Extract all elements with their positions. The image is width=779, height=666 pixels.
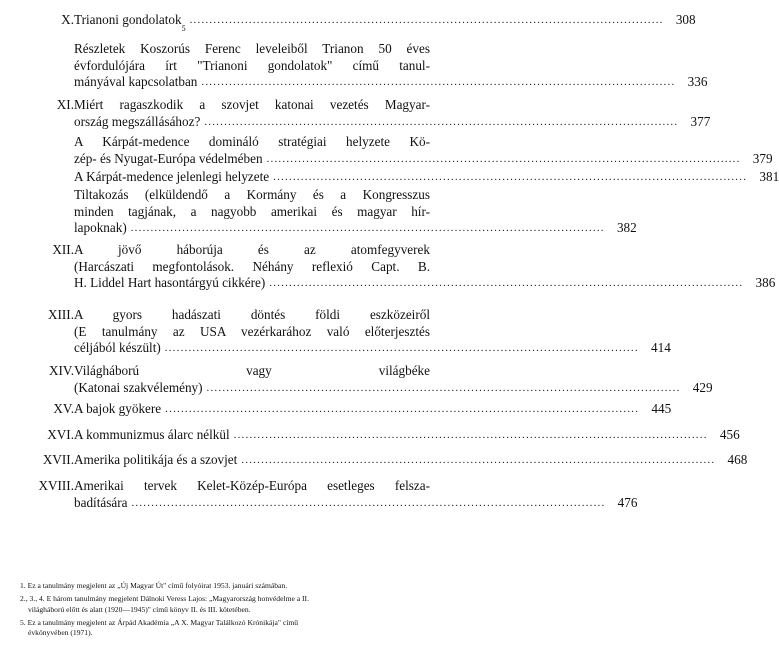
page-number: 379 [752, 150, 773, 166]
title-line: Tiltakozás (elküldendő a Kormány és a Kongresszus [74, 187, 430, 202]
page-number: 308 [675, 12, 696, 27]
title-line: (Harcászati megfontolások. Néhány reflexió Capt. B. [74, 258, 430, 274]
title-line: Világháború vagy világbéke [74, 363, 430, 378]
dot-leader: ........................................................................................................................ [131, 496, 606, 509]
title-text: A Kárpát-medence jelenlegi helyzete [74, 169, 270, 184]
chapter-number: XI. [56, 97, 74, 112]
title-line: minden tagjának, a nagyobb amerikai és magyar hír- [74, 203, 430, 219]
page-number: 336 [687, 74, 708, 89]
dot-leader: ........................................................................................................................ [189, 14, 664, 26]
footnote-line: 2., 3., 4. E három tanulmány megjelent Dálnoki Veress Lajos: „Magyarország honvédelme a II. [20, 594, 309, 604]
page-number: 377 [690, 113, 711, 129]
entry-title [74, 169, 779, 186]
title-line: évfordulójára írt "Trianoni gondolatok" című tanul- [74, 57, 430, 73]
title-line [74, 150, 773, 168]
footnote [20, 581, 460, 591]
title-line [74, 113, 711, 131]
title-line: A jövő háborúja és az atomfegyverek [74, 242, 430, 257]
page-number: 382 [616, 220, 637, 235]
entry-title [74, 401, 672, 418]
footnote-line: világháború előtt és alatt (1920—1945)" című könyv II. és III. kötetében. [28, 604, 251, 614]
footnote [20, 618, 460, 639]
title-line [74, 427, 740, 444]
title-line: Részletek Koszorús Ferenc leveleiből Trianon 50 éves [74, 41, 430, 56]
dot-leader: ........................................................................................................................ [130, 222, 605, 234]
title-line [74, 340, 671, 357]
title-line [74, 401, 672, 418]
entry-title [74, 427, 740, 444]
title-line: A Kárpát-medence domináló stratégiai helyzete Kö- [74, 134, 430, 149]
chapter-number: XVIII. [38, 478, 74, 493]
dot-leader: ........................................................................................................................ [164, 342, 639, 354]
page-number: 381 [759, 169, 779, 184]
title-text: badítására [74, 494, 128, 510]
title-line [74, 220, 637, 237]
footnote [20, 594, 460, 615]
title-text: céljából készült) [74, 340, 161, 355]
entry-title [74, 97, 711, 130]
dot-leader: ........................................................................................................................ [206, 381, 681, 394]
dot-leader: ........................................................................................................................ [233, 429, 708, 441]
footnote-line: évkönyvében (1971). [28, 628, 93, 638]
chapter-number: XII. [52, 242, 74, 257]
title-line [74, 379, 713, 397]
footnote-line: 1. Ez a tanulmány megjelent az „Új Magyar Út" című folyóirat 1953. januári számában. [20, 581, 288, 590]
title-line: Amerikai tervek Kelet-Közép-Európa esetleges felsza- [74, 478, 430, 493]
chapter-number: XV. [53, 401, 74, 416]
title-line [74, 452, 748, 469]
footnote-line: 5. Ez a tanulmány megjelent az Árpád Akadémia „A X. Magyar Találkozó Krónikája" című [20, 617, 299, 627]
title-line [74, 74, 708, 91]
chapter-number: XVI. [47, 427, 74, 442]
title-line: Trianoni gondolatok 5 ........................................................................................................................ 308 [74, 12, 696, 33]
dot-leader: ........................................................................................................................ [201, 76, 676, 88]
page-number: 456 [719, 427, 740, 442]
entry-title [74, 307, 671, 357]
title-line: (E tanulmány az USA vezérkarához való előterjesztés [74, 323, 430, 339]
title-text: ország megszállásához? [74, 113, 201, 129]
page-number: 476 [617, 494, 638, 510]
entry-title [74, 134, 773, 167]
chapter-number: XIV. [48, 363, 74, 378]
dot-leader: ........................................................................................................................ [269, 277, 744, 289]
title-text: (Katonai szakvélemény) [74, 379, 203, 395]
title-line [74, 494, 638, 512]
chapter-number: XIII. [48, 307, 74, 322]
page-number: 445 [651, 401, 672, 416]
page-number: 429 [692, 379, 713, 395]
dot-leader: ........................................................................................................................ [165, 403, 640, 415]
title-text: Amerika politikája és a szovjet [74, 452, 238, 467]
chapter-number: XVII. [42, 452, 74, 467]
title-text: H. Liddel Hart hasontárgyú cikkére) [74, 275, 266, 290]
title-line: Miért ragaszkodik a szovjet katonai vezetés Magyar- [74, 97, 430, 112]
chapter-number: X. [61, 12, 74, 27]
title-line [74, 169, 779, 186]
page-number: 468 [727, 452, 748, 467]
entry-title [74, 478, 638, 511]
page-number: 386 [755, 275, 776, 290]
title-line: A gyors hadászati döntés földi eszközeiről [74, 307, 430, 322]
entry-title [74, 242, 776, 292]
title-text: Trianoni gondolatok [74, 12, 182, 27]
title-text: mányával kapcsolatban [74, 74, 198, 89]
title-text: A bajok gyökere [74, 401, 162, 416]
dot-leader: ........................................................................................................................ [241, 454, 716, 466]
dot-leader: ........................................................................................................................ [266, 152, 741, 165]
entry-title [74, 363, 713, 396]
entry-title [74, 12, 696, 33]
entry-title [74, 41, 708, 91]
title-text: zép- és Nyugat-Európa védelmében [74, 150, 263, 166]
footnotes [20, 581, 460, 641]
page-number: 414 [651, 340, 671, 355]
dot-leader: ........................................................................................................................ [273, 171, 748, 183]
title-text: A kommunizmus álarc nélkül [74, 427, 230, 442]
entry-title [74, 187, 637, 237]
title-line [74, 275, 776, 292]
entry-title [74, 452, 748, 469]
dot-leader: ........................................................................................................................ [204, 115, 679, 128]
title-text: lapoknak) [74, 220, 127, 235]
